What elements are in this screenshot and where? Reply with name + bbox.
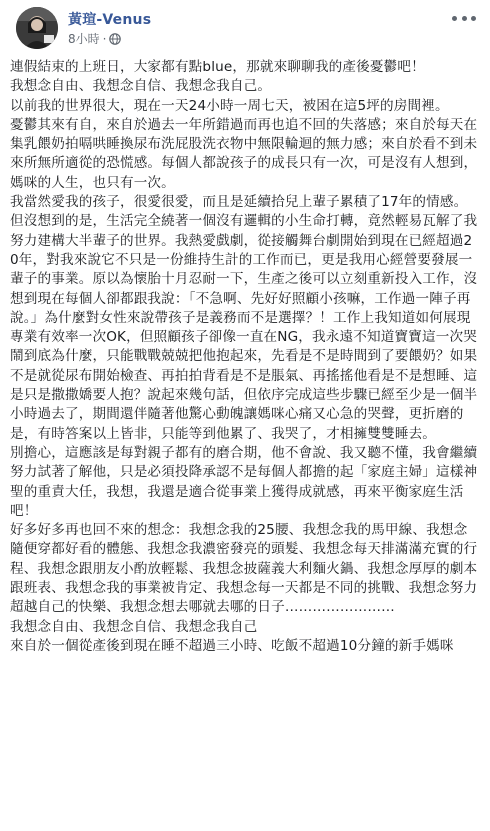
avatar[interactable]	[16, 7, 58, 49]
globe-icon[interactable]	[109, 33, 121, 45]
post-meta	[68, 30, 121, 47]
post-paragraph: 好多好多再也回不來的想念：我想念我的25腰、我想念我的馬甲線、我想念隨便穿都好看的體態、我想念我濃密發亮的頭髮、我想念每天排滿滿充實的行程、我想念跟朋友小酌放輕鬆、我想念披薩義大利麵火鍋、我想念厚厚的劇本跟班表、我想念我的事業被肯定、我想念每一天都是不同的挑戰、我想念努力超越自己的快樂、我想念想去哪就去哪的日子……………………	[10, 522, 478, 616]
post-body	[10, 58, 480, 656]
post-paragraph: 來自於一個從產後到現在睡不超過三小時、吃飯不超過10分鐘的新手媽咪	[10, 637, 454, 654]
post-timestamp[interactable]: 8小時	[68, 32, 100, 46]
post-paragraph: 以前我的世界很大，現在一天24小時一周七天，被困在這5坪的房間裡。	[10, 97, 449, 114]
post-paragraph: 連假結束的上班日，大家都有點blue，那就來聊聊我的產後憂鬱吧！	[10, 59, 425, 75]
post-paragraph: 別擔心，這應該是每對親子都有的磨合期，他不會說、我又聽不懂，我會繼續努力試著了解他，只是必須投降承認不是每個人都擔的起「家庭主婦」這樣神聖的重責大任，我想，我還是適合從事業上獲得成就感，再來平衡家庭生活吧！	[10, 444, 478, 519]
more-options-icon[interactable]	[452, 10, 476, 26]
post-header	[8, 0, 482, 56]
post-paragraph: 憂鬱其來有自，來自於過去一年所錯過而再也追不回的失落感；來自於每天在集乳餵奶拍嗝哄睡換尿布洗屁股洗衣物中無限輪迴的無力感；來自於看不到未來所無所適從的恐慌感。每個人都說孩子的成長只有一次，可是沒有人想到，媽咪的人生，也只有一次。	[10, 116, 478, 191]
post-paragraph: 我當然愛我的孩子，很愛很愛，而且是延續拾兒上輩子累積了17年的情感。但沒想到的是，生活完全繞著一個沒有邏輯的小生命打轉，竟然輕易瓦解了我努力建構大半輩子的世界。我熱愛戲劇，從接觸舞台劇開始到現在已經超過20年，對我來說它不只是一份維持生計的工作而已，更是我用心經營要發展一輩子的事業。原以為懷胎十月忍耐一下，生產之後可以立刻重新投入工作，沒想到現在每個人卻都跟我說：「不急啊、先好好照顧小孩嘛，工作過一陣子再說。」為什麼對女性來說帶孩子是義務而不是選擇？！工作上我知道如何展現專業有效率一次OK，但照顧孩子卻像一直在NG，我永遠不知道寶寶這一次哭鬧到底為什麼，只能戰戰兢兢把他抱起來，先看是不是時間到了要餵奶？如果不是就從尿布開始檢查、再拍拍背看是不是脹氣、再搖搖他看是不是想睡、這是只是撒撒嬌要人抱？說起來幾句話，但依序完成這些步驟已經至少是一個半小時過去了，期間還伴隨著他驚心動魄讓媽咪心痛又心急的哭聲，更折磨的是，有時答案以上皆非，只能等到他累了、我哭了，才相擁雙雙睡去。	[10, 194, 478, 442]
post-paragraph: 我想念自由、我想念自信、我想念我自己	[10, 618, 258, 635]
author-name[interactable]: 黃瑄-Venus	[68, 12, 152, 28]
post-paragraph: 我想念自由、我想念自信、我想念我自己。	[10, 78, 272, 95]
meta-separator: ·	[102, 31, 107, 46]
